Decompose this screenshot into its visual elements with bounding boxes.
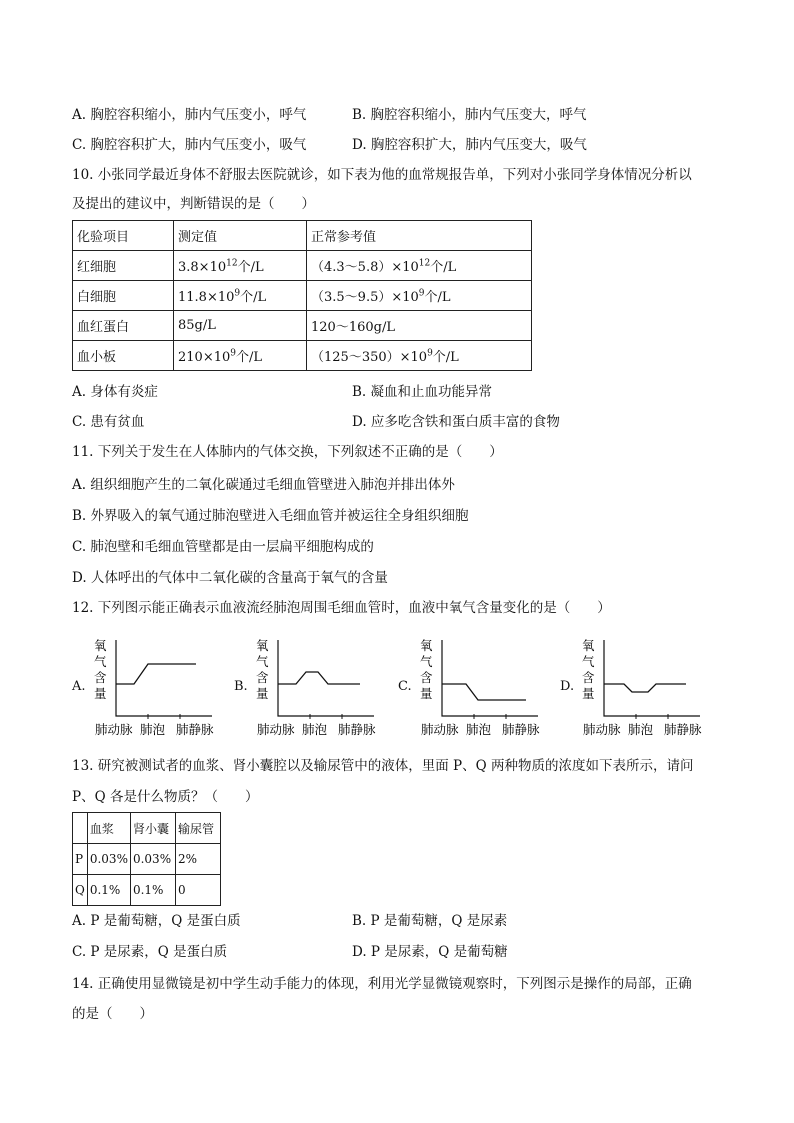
x-axis-label: 肺动脉 bbox=[583, 722, 621, 737]
q10-option-a: A. 身体有炎症 bbox=[72, 384, 158, 400]
table-cell: 120～160g/L bbox=[307, 311, 532, 341]
chart-axes bbox=[442, 640, 538, 716]
table-header: 测定值 bbox=[174, 221, 307, 251]
q14-stem-line2: 的是（ ） bbox=[72, 1006, 153, 1022]
y-axis-label-char: 量 bbox=[256, 686, 269, 701]
q12-stem: 12. 下列图示能正确表示血液流经肺泡周围毛细血管时，血液中氧气含量变化的是（ ） bbox=[72, 600, 611, 616]
table-header-row bbox=[73, 221, 532, 251]
x-axis-label: 肺动脉 bbox=[95, 722, 133, 737]
oxygen-line bbox=[116, 664, 196, 684]
pq-concentration-table bbox=[72, 812, 221, 906]
table-row bbox=[73, 251, 532, 281]
table-header bbox=[73, 813, 88, 844]
oxygen-chart-c bbox=[412, 636, 552, 746]
table-cell: $(3.5\sim 9.5)\times 10^9$个/L bbox=[307, 281, 532, 311]
table-cell: 血小板 bbox=[73, 341, 174, 371]
y-axis-label-char: 气 bbox=[420, 654, 433, 669]
x-axis-label: 肺静脉 bbox=[502, 722, 540, 737]
y-axis-label-char: 含 bbox=[256, 670, 269, 685]
y-axis-label-char: 含 bbox=[94, 670, 107, 685]
table-header: 血浆 bbox=[87, 813, 130, 844]
chart-axes bbox=[278, 640, 374, 716]
chart-c-letter: C. bbox=[398, 679, 412, 694]
oxygen-line bbox=[278, 672, 360, 684]
x-axis-label: 肺泡 bbox=[628, 722, 654, 737]
q11-option-c: C. 肺泡壁和毛细血管壁都是由一层扁平细胞构成的 bbox=[72, 539, 374, 555]
table-row bbox=[73, 844, 221, 875]
q13-option-c: C. P 是尿素，Q 是蛋白质 bbox=[72, 944, 228, 960]
y-axis-label-char: 量 bbox=[582, 686, 595, 701]
table-header: 输尿管 bbox=[175, 813, 220, 844]
y-axis-label-char: 氧 bbox=[582, 638, 595, 653]
chart-a-letter: A. bbox=[72, 679, 86, 694]
q11-option-b: B. 外界吸入的氧气通过肺泡壁进入毛细血管并被运往全身组织细胞 bbox=[72, 508, 469, 524]
table-cell: 0 bbox=[175, 875, 220, 906]
table-cell: 红细胞 bbox=[73, 251, 174, 281]
table-row bbox=[73, 281, 532, 311]
oxygen-chart-d bbox=[574, 636, 714, 746]
x-axis-label: 肺泡 bbox=[302, 722, 328, 737]
oxygen-line bbox=[604, 684, 686, 692]
q10-option-c: C. 患有贫血 bbox=[72, 414, 145, 430]
table-cell: 0.1% bbox=[130, 875, 175, 906]
y-axis-label-char: 含 bbox=[582, 670, 595, 685]
table-header: 肾小囊 bbox=[130, 813, 175, 844]
q10-option-d: D. 应多吃含铁和蛋白质丰富的食物 bbox=[352, 414, 560, 430]
chart-d-letter: D. bbox=[560, 679, 575, 694]
x-axis-label: 肺动脉 bbox=[421, 722, 459, 737]
table-row bbox=[73, 875, 221, 906]
q13-stem-line1: 13. 研究被测试者的血浆、肾小囊腔以及输尿管中的液体，里面 P、Q 两种物质的浓度如下表所示，请问 bbox=[72, 758, 694, 774]
table-header: 化验项目 bbox=[73, 221, 174, 251]
x-axis-label: 肺泡 bbox=[140, 722, 166, 737]
table-cell: $210\times 10^9$个/L bbox=[174, 341, 307, 371]
table-cell: P bbox=[73, 844, 88, 875]
q13-option-b: B. P 是葡萄糖，Q 是尿素 bbox=[352, 913, 508, 929]
y-axis-label-char: 氧 bbox=[94, 638, 107, 653]
q13-option-d: D. P 是尿素，Q 是葡萄糖 bbox=[352, 944, 508, 960]
table-cell: 血红蛋白 bbox=[73, 311, 174, 341]
q11-option-d: D. 人体呼出的气体中二氧化碳的含量高于氧气的含量 bbox=[72, 570, 388, 586]
table-header-row bbox=[73, 813, 221, 844]
y-axis-label-char: 氧 bbox=[420, 638, 433, 653]
y-axis-label-char: 量 bbox=[94, 686, 107, 701]
table-cell: 0.03% bbox=[130, 844, 175, 875]
q9-option-b: B. 胸腔容积缩小，肺内气压变大，呼气 bbox=[352, 107, 587, 123]
table-cell: 85g/L bbox=[174, 311, 307, 341]
table-cell: $11.8\times 10^9$个/L bbox=[174, 281, 307, 311]
q11-option-a: A. 组织细胞产生的二氧化碳通过毛细血管壁进入肺泡并排出体外 bbox=[72, 477, 455, 493]
chart-axes bbox=[116, 640, 212, 716]
oxygen-chart-b bbox=[248, 636, 388, 746]
y-axis-label-char: 氧 bbox=[256, 638, 269, 653]
q9-option-a: A. 胸腔容积缩小，肺内气压变小，呼气 bbox=[72, 107, 307, 123]
oxygen-chart-a bbox=[86, 636, 226, 746]
q14-stem-line1: 14. 正确使用显微镜是初中学生动手能力的体现，利用光学显微镜观察时，下列图示是操作的局部，正确 bbox=[72, 976, 692, 992]
q10-stem-line1: 10. 小张同学最近身体不舒服去医院就诊，如下表为他的血常规报告单，下列对小张同学身体情况分析以 bbox=[72, 167, 692, 183]
table-header: 正常参考值 bbox=[307, 221, 532, 251]
x-axis-label: 肺泡 bbox=[466, 722, 492, 737]
q13-stem-line2: P、Q 各是什么物质？（ ） bbox=[72, 789, 259, 805]
y-axis-label-char: 量 bbox=[420, 686, 433, 701]
y-axis-label-char: 气 bbox=[256, 654, 269, 669]
y-axis-label-char: 含 bbox=[420, 670, 433, 685]
q10-option-b: B. 凝血和止血功能异常 bbox=[352, 384, 493, 400]
table-row bbox=[73, 311, 532, 341]
y-axis-label-char: 气 bbox=[582, 654, 595, 669]
q9-option-c: C. 胸腔容积扩大，肺内气压变小，吸气 bbox=[72, 137, 307, 153]
x-axis-label: 肺静脉 bbox=[338, 722, 376, 737]
chart-axes bbox=[604, 640, 700, 716]
q11-stem: 11. 下列关于发生在人体肺内的气体交换，下列叙述不正确的是（ ） bbox=[72, 444, 503, 460]
table-cell: Q bbox=[73, 875, 88, 906]
table-cell: $(4.3\sim 5.8)\times 10^{12}$个/L bbox=[307, 251, 532, 281]
y-axis-label-char: 气 bbox=[94, 654, 107, 669]
table-cell: $(125\sim 350)\times 10^9$个/L bbox=[307, 341, 532, 371]
table-cell: 0.03% bbox=[87, 844, 130, 875]
blood-report-table bbox=[72, 220, 532, 371]
table-cell: $3.8\times 10^{12}$个/L bbox=[174, 251, 307, 281]
chart-b-letter: B. bbox=[234, 679, 248, 694]
oxygen-line bbox=[442, 684, 526, 700]
q9-option-d: D. 胸腔容积扩大，肺内气压变大，吸气 bbox=[352, 137, 587, 153]
table-cell: 白细胞 bbox=[73, 281, 174, 311]
table-cell: 0.1% bbox=[87, 875, 130, 906]
q13-option-a: A. P 是葡萄糖，Q 是蛋白质 bbox=[72, 913, 241, 929]
x-axis-label: 肺动脉 bbox=[257, 722, 295, 737]
table-row bbox=[73, 341, 532, 371]
table-cell: 2% bbox=[175, 844, 220, 875]
x-axis-label: 肺静脉 bbox=[176, 722, 214, 737]
x-axis-label: 肺静脉 bbox=[664, 722, 702, 737]
q10-stem-line2: 及提出的建议中，判断错误的是（ ） bbox=[72, 196, 315, 212]
